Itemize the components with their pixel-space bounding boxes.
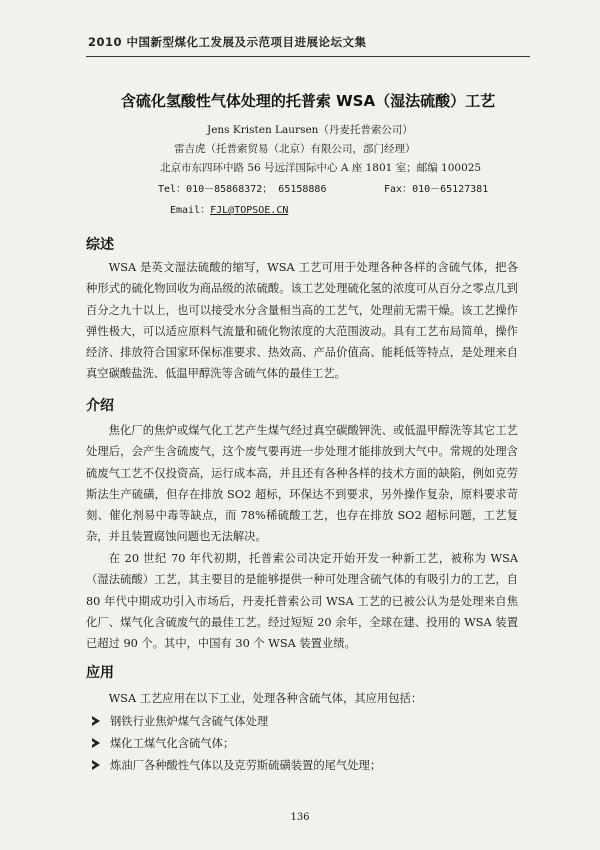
- address: 北京市东四环中路 56 号远洋国际中心 A 座 1801 室；邮编 100025: [160, 162, 482, 174]
- fax-value: 010－65127381: [412, 184, 489, 195]
- text-line: 陷，例如克劳斯法生产硫磺，但存在排放 SO2 超标，环保达不到要求，另外操作复: [86, 466, 518, 501]
- text-line: 杂，原料要求苛刻、催化剂易中毒等缺点，而 78%稀硫酸工艺，也存在排放 SO2 超: [86, 487, 518, 523]
- email-line: [170, 201, 288, 216]
- text-line: 简单，操作经济、排放符合国家环保标准要求、热效高、产品价值高、能耗低等特: [86, 324, 518, 360]
- page-number: 136: [290, 812, 310, 823]
- text-line: 艺操作弹性极大，可以适应原料气流量和硫化物浓度的大范围波动。具有工艺布局: [86, 303, 518, 338]
- text-line: 工艺处理后，会产生含硫废气，这个废气要再进一步处理才能排放到大气中。常规: [86, 424, 518, 459]
- intro-paragraph-1: [86, 420, 518, 548]
- arrow-bullet-icon: [92, 760, 100, 770]
- text-line: 点，是处理来自真空碳酸盐洗、低温甲醇洗等含硫气体的最佳工艺。: [86, 346, 518, 381]
- tel-line: [158, 180, 326, 195]
- article-title: 含硫化氢酸性气体处理的托普索 WSA（湿法硫酸）工艺: [120, 92, 496, 110]
- text-line: 形式的硫化物回收为商品级的浓硫酸。该工艺处理硫化氢的浓度可从百分之零点几: [97, 282, 507, 296]
- email-label: Email：: [170, 205, 211, 216]
- author-en: Jens Kristen Laursen（丹麦托普索公司）: [207, 124, 413, 136]
- tel-label: Tel：: [158, 184, 187, 195]
- text-line: 焦化厂的焦炉或煤气化工艺产生煤气经过真空碳酸钾洗、或低温甲醇洗等其它: [108, 424, 496, 437]
- text-line: 到百分之九十以上，也可以接受水分含量相当高的工艺气，处理前无需干燥。该工: [86, 282, 518, 317]
- list-item: [86, 732, 526, 754]
- email-link[interactable]: FJL@TOPSOE.CN: [210, 205, 289, 216]
- text-line: 的处理含硫废气工艺不仅投资高，运行成本高，并且还有各种各样的技术方面的缺: [86, 445, 518, 480]
- text-line: WSA 是英文湿法硫酸的缩写，WSA 工艺可用于处理各种各样的含硫气体，把各种: [86, 261, 518, 296]
- list-item: [86, 754, 526, 776]
- list-item-text: 钢铁行业焦炉煤气含硫气体处理: [110, 715, 269, 728]
- author-cn: 雷吉虎（托普索贸易（北京）有限公司，部门经理）: [174, 143, 416, 155]
- tel-value: 010－85868372； 65158886: [186, 184, 327, 195]
- arrow-bullet-icon: [92, 738, 100, 748]
- section-heading-overview: 综述: [86, 237, 114, 253]
- header-rule: [86, 56, 530, 57]
- fax-label: Fax：: [384, 184, 413, 195]
- text-line: 在 20 世纪 70 年代初期，托普索公司决定开始开发一种新工艺，被称为 WSA（湿: [86, 552, 518, 587]
- text-line: 化厂、煤气化含硫废气的最佳工艺。经过短短 20 余年，全球在建、投用的 WSA 装: [86, 615, 507, 629]
- applications-list: [86, 688, 526, 776]
- intro-paragraph-2: [86, 548, 518, 654]
- applications-intro: WSA 工艺应用在以下工业，处理各种含硫气体，其应用包括：: [108, 692, 423, 705]
- fax-line: [384, 180, 488, 195]
- text-line: 标问题，工艺复杂，并且装置腐蚀问题也无法解决。: [86, 509, 518, 544]
- arrow-bullet-icon: [92, 716, 100, 726]
- text-line: 80 年代中期成功引入市场后，丹麦托普索公司 WSA 工艺的已被公认为是处理来自焦: [86, 594, 518, 608]
- list-item: [86, 710, 526, 732]
- list-item-text: 炼油厂各种酸性气体以及克劳斯硫磺装置的尾气处理；: [110, 759, 382, 772]
- running-header: 2010 中国新型煤化工发展及示范项目进展论坛文集: [88, 35, 367, 49]
- list-item-text: 煤化工煤气化含硫气体；: [110, 737, 235, 750]
- section-heading-applications: 应用: [86, 665, 114, 681]
- text-line: 置已超过 90 个。其中，中国有 30 个 WSA 装置业绩。: [86, 615, 518, 651]
- overview-paragraph: [86, 257, 518, 385]
- text-line: 法硫酸）工艺，其主要目的是能够提供一种可处理含硫气体的有吸引力的工艺，自: [108, 573, 518, 587]
- section-heading-intro: 介绍: [86, 398, 114, 414]
